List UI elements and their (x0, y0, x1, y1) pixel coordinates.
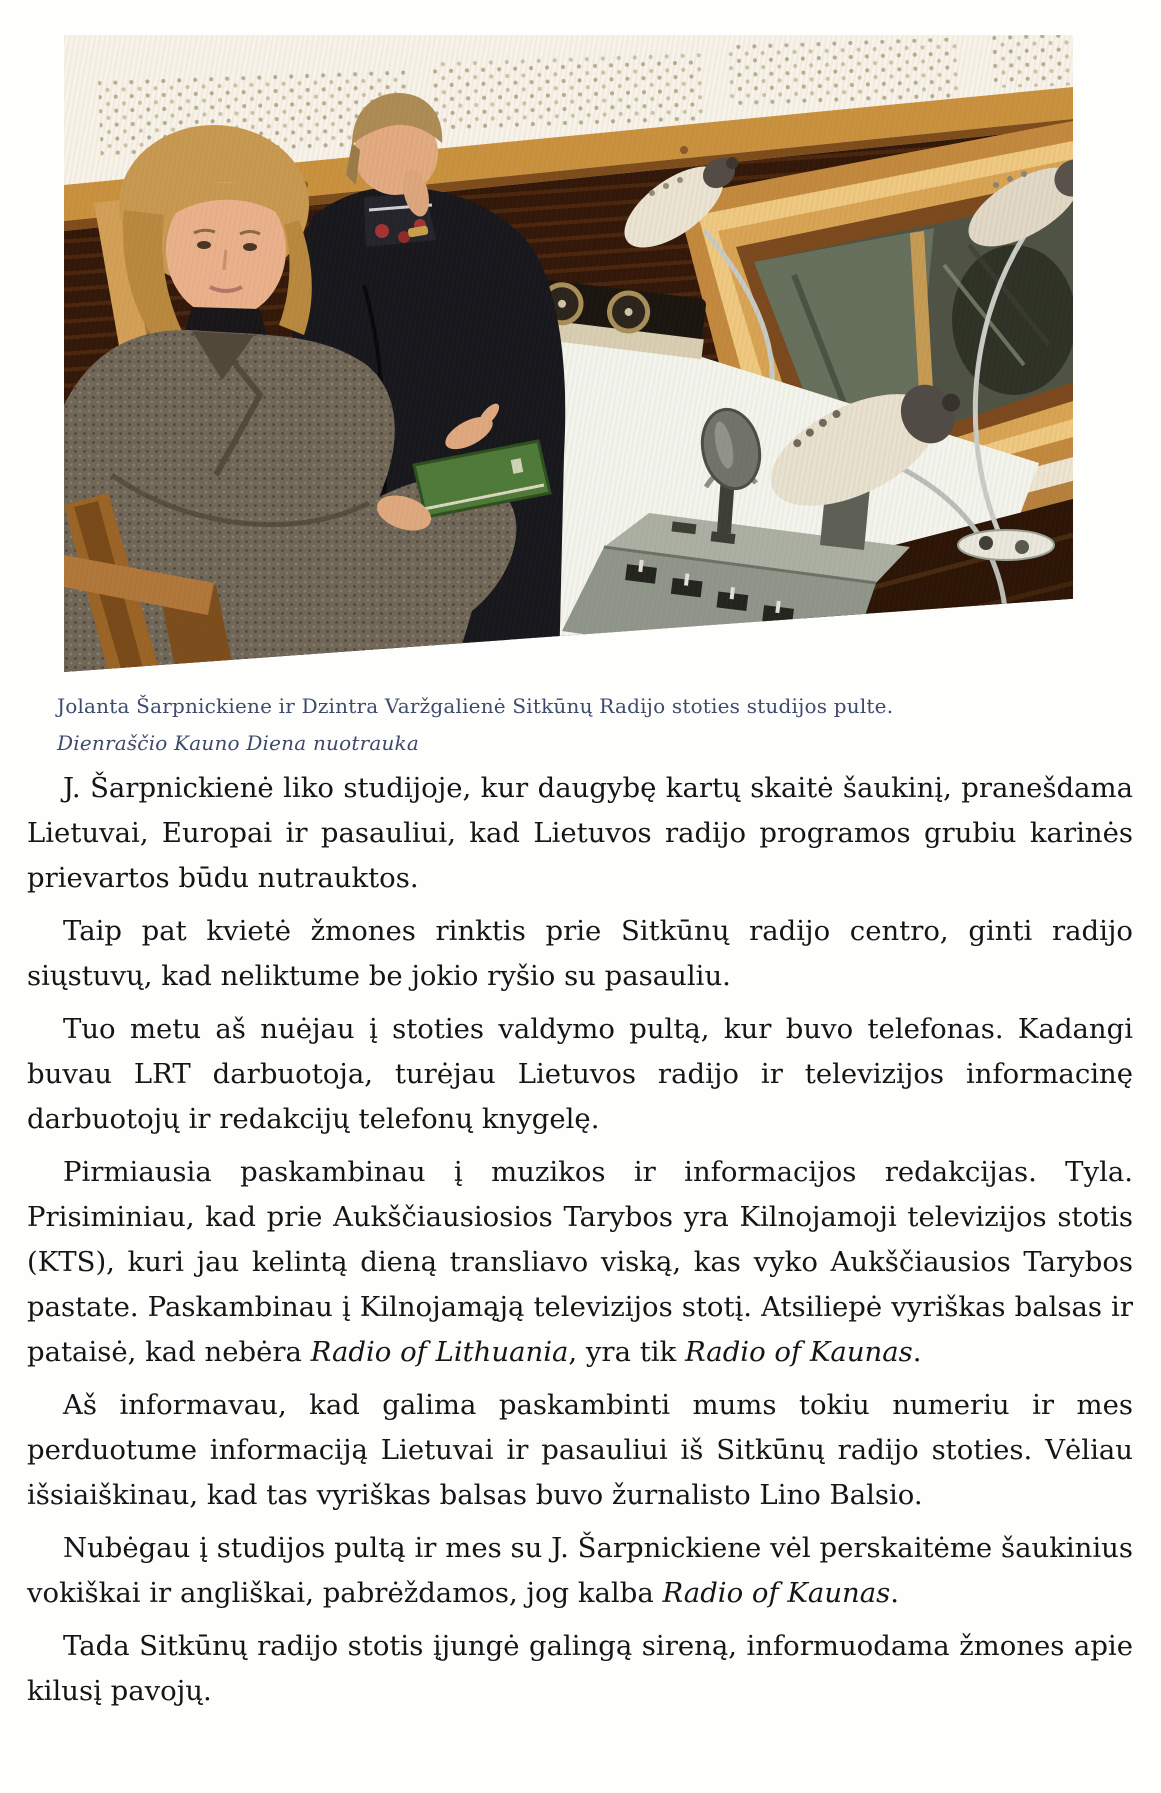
italic-run: Radio of Kaunas (684, 1336, 913, 1368)
paragraph (27, 766, 1133, 901)
paragraph (27, 1383, 1133, 1518)
text-run: Aš informavau, kad galima paskambinti mums tokiu numeriu ir mes perduotume informaciją Lietuvai ir pasauliui iš Sitkūnų radijo stoties. Vėliau išsiaiškinau, kad tas vyriškas balsas buvo žurnalisto Lino Balsio. (27, 1389, 1133, 1511)
paragraph (27, 1007, 1133, 1142)
text-run: Taip pat kvietė žmones rinktis prie Sitkūnų radijo centro, ginti radijo siųstuvų, kad neliktume be jokio ryšio su pasauliu. (27, 915, 1133, 992)
paragraph (27, 1526, 1133, 1616)
text-run: . (890, 1577, 899, 1609)
paragraph (27, 1624, 1133, 1714)
text-run: Nubėgau į studijos pultą ir mes su J. Šarpnickiene vėl perskaitėme šaukinius vokiškai ir angliškai, pabrėždamos, jog kalba (27, 1532, 1133, 1609)
studio-photograph (64, 35, 1073, 672)
photo-caption-line1: Jolanta Šarpnickiene ir Dzintra Varžgalienė Sitkūnų Radijo stoties studijos pulte. (57, 694, 894, 718)
photo-caption-credit: Dienraščio Kauno Diena nuotrauka (57, 731, 419, 755)
italic-run: Radio of Lithuania (310, 1336, 569, 1368)
text-run: Tada Sitkūnų radijo stotis įjungė galingą sireną, informuodama žmones apie kilusį pavojų. (27, 1630, 1133, 1707)
article-body (27, 766, 1133, 1722)
italic-run: Radio of Kaunas (662, 1577, 891, 1609)
text-run: J. Šarpnickienė liko studijoje, kur daugybę kartų skaitė šaukinį, pranešdama Lietuvai, Europai ir pasauliui, kad Lietuvos radijo programos grubiu karinės prievartos būdu nutrauktos. (27, 772, 1133, 894)
paragraph (27, 1150, 1133, 1375)
studio-photo-illustration (64, 35, 1073, 672)
text-run: . (912, 1336, 922, 1368)
text-run: Pirmiausia paskambinau į muzikos ir informacijos redakcijas. Tyla. Prisiminiau, kad prie Aukščiausiosios Tarybos yra Kilnojamoji televizijos stotis (KTS), kuri jau kelintą dieną transliavo viską, kas vyko Aukščiausios Tarybos pastate. Paskambinau į Kilnojamąją televizijos stotį. Atsiliepė vyriškas balsas ir pataisė, kad nebėra (27, 1156, 1133, 1368)
text-run: , yra tik (568, 1336, 685, 1368)
text-run: Tuo metu aš nuėjau į stoties valdymo pultą, kur buvo telefonas. Kadangi buvau LRT darbuotoja, turėjau Lietuvos radijo ir televizijos informacinę darbuotojų ir redakcijų telefonų knygelę. (27, 1013, 1133, 1135)
paragraph (27, 909, 1133, 999)
photo-caption (57, 688, 1077, 762)
